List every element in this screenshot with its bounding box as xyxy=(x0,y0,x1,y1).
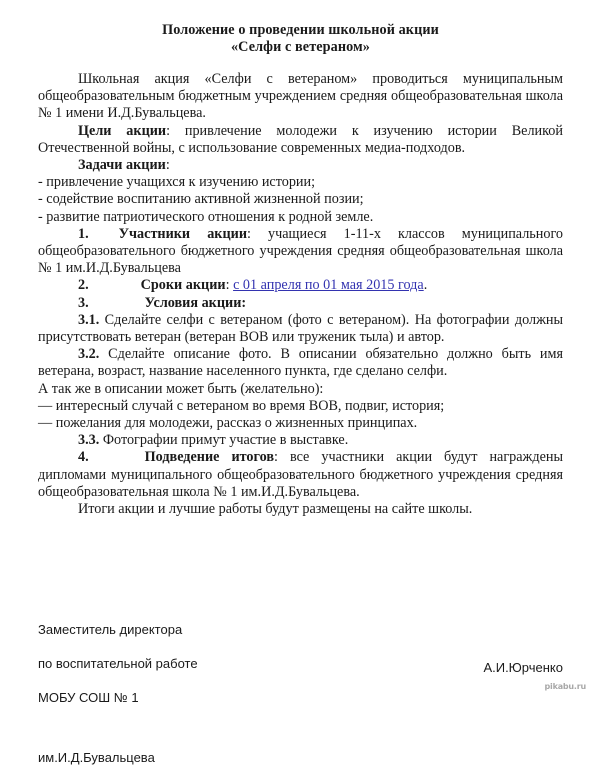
closing-paragraph: Итоги акции и лучшие работы будут размещены на сайте школы. xyxy=(78,501,473,518)
pikabu-watermark: pikabu.ru xyxy=(544,682,586,691)
task-item: - привлечение учащихся к изучению истории; xyxy=(38,174,316,191)
task-item: - развитие патриотического отношения к родной земле. xyxy=(38,208,374,225)
document-title-line-1: Положение о проведении школьной акции xyxy=(162,22,439,38)
section-2-number: 2. xyxy=(78,277,89,294)
signature-line-1: Заместитель директора xyxy=(38,622,183,637)
signature-spacer xyxy=(38,723,198,732)
desirable-intro: А так же в описании может быть (желательно): xyxy=(38,380,324,397)
section-2-text-before: : xyxy=(225,277,234,294)
section-1-participants xyxy=(38,226,563,278)
clause-3-2-number: 3.2. xyxy=(78,346,100,363)
clause-3-3-text: Фотографии примут участие в выставке. xyxy=(99,432,349,449)
document-title-line-2: «Селфи с ветераном» xyxy=(230,39,370,55)
goals-label: Цели акции xyxy=(78,122,167,139)
intro-paragraph: Школьная акция «Селфи с ветераном» проводиться муниципальным общеобразовательным бюджетным учреждением средняя общеобразовательная школа № 1 имени И.Д.Бувальцева. xyxy=(38,71,563,122)
section-3-conditions xyxy=(38,295,563,312)
tasks-heading xyxy=(38,157,563,174)
goals-paragraph xyxy=(38,123,563,157)
section-4-number: 4. xyxy=(78,449,89,466)
task-item: - содействие воспитанию активной жизненной позии; xyxy=(38,191,364,208)
signature-line-3: МОБУ СОШ № 1 xyxy=(38,690,139,705)
goals-text: : привлечение молодежи к изучению истории Великой Отечественной войны, с использование современных медиа-подходов. xyxy=(38,122,563,156)
clause-3-3 xyxy=(38,432,563,449)
section-4-text: : все участники акции будут награждены дипломами муниципального общеобразовательного бюджетного учреждения средняя общеобразовательная школа № 1 им.И.Д.Бувальцева. xyxy=(38,449,563,500)
tasks-label: Задачи акции xyxy=(78,157,166,174)
document-body xyxy=(38,71,563,518)
signatory-name: А.И.Юрченко xyxy=(483,660,563,675)
clause-3-2 xyxy=(38,346,563,380)
signature-block xyxy=(38,604,198,783)
clause-3-1-number: 3.1. xyxy=(78,311,100,328)
signature-line-2: по воспитательной работе xyxy=(38,656,198,671)
clause-3-1 xyxy=(38,312,563,346)
clause-3-2-text: Сделайте описание фото. В описании обязательно должно быть имя ветерана, возраст, название населенного пункта, где сделано селфи. xyxy=(38,346,563,380)
desirable-item: — интересный случай с ветераном во время ВОВ, подвиг, история; xyxy=(38,397,445,414)
section-3-number: 3. xyxy=(78,294,89,311)
section-1-heading: Участники акции xyxy=(118,225,247,242)
section-2-dates xyxy=(38,277,563,294)
section-1-number: 1. xyxy=(78,225,89,242)
section-2-text-after: . xyxy=(423,277,428,294)
section-3-heading: Условия акции: xyxy=(144,294,247,311)
tasks-colon: : xyxy=(165,157,170,174)
document-title xyxy=(38,22,563,56)
section-1-text: : учащиеся 1-11-х классов муниципального общеобразовательного бюджетного учреждения средняя общеобразовательная школа № 1 им.И.Д.Бувальцева xyxy=(38,225,564,277)
section-4-results xyxy=(38,449,563,501)
signature-line-4: им.И.Д.Бувальцева xyxy=(38,750,155,765)
desirable-item: — пожелания для молодежи, рассказ о жизненных принципах. xyxy=(38,415,418,432)
clause-3-3-number: 3.3. xyxy=(78,432,100,449)
clause-3-1-text: Сделайте селфи с ветераном (фото с ветераном). На фотографии должны присутствовать ветеран (ветеран ВОВ или труженик тыла) и автор. xyxy=(38,311,563,346)
section-4-heading: Подведение итогов xyxy=(144,449,274,466)
action-dates-link[interactable]: с 01 апреля по 01 мая 2015 года xyxy=(233,277,424,294)
section-2-heading: Сроки акции xyxy=(140,277,226,294)
